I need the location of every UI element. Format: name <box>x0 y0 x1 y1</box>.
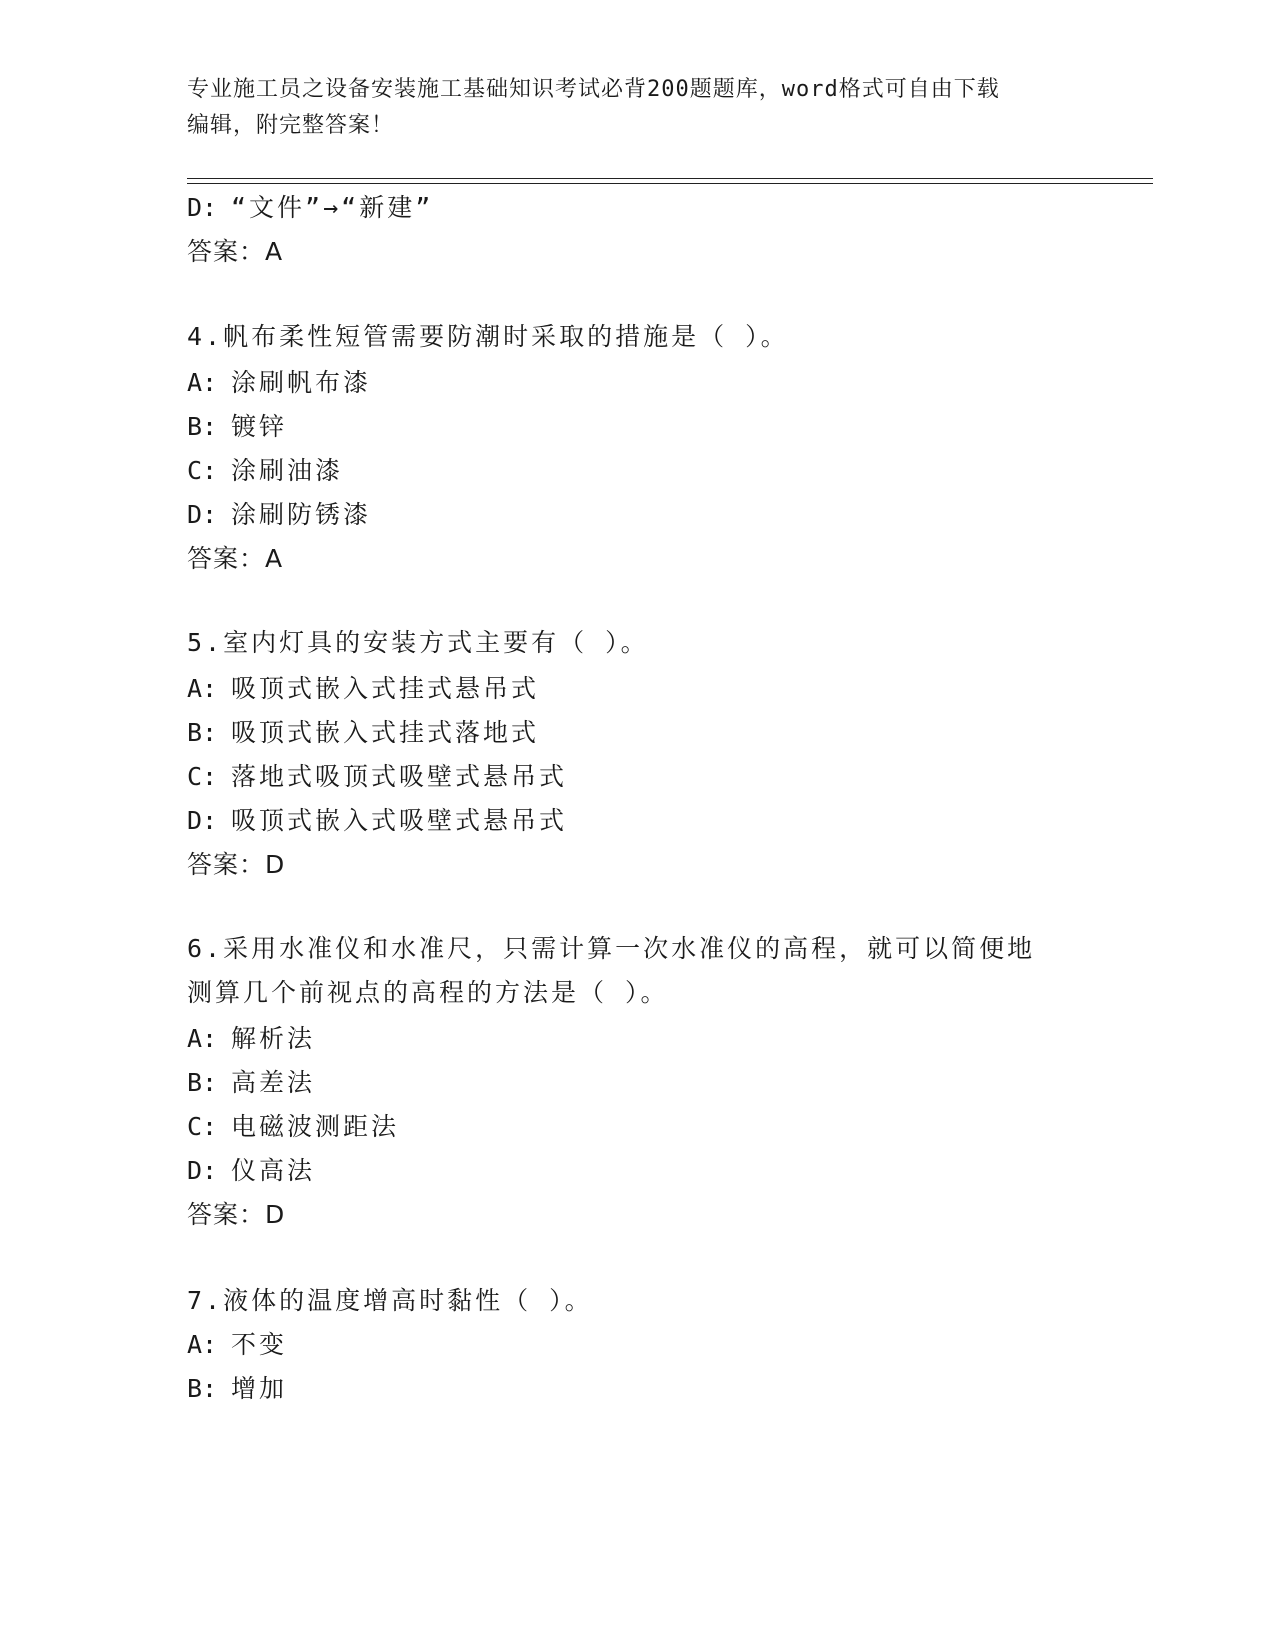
option-text: 涂刷油漆 <box>231 456 344 485</box>
option-key: C: <box>187 762 218 791</box>
option-key: D: <box>187 1156 218 1185</box>
option-key: B: <box>187 1068 218 1097</box>
option-key: B: <box>187 718 218 747</box>
option-key: A: <box>187 1330 218 1359</box>
option-key: B: <box>187 1374 218 1403</box>
question-7-option-a <box>187 1328 287 1362</box>
question-4-option-c <box>187 454 343 488</box>
question-6-option-c <box>187 1110 399 1144</box>
option-text: 增加 <box>231 1374 288 1403</box>
question-6-answer: 答案：D <box>187 1200 286 1229</box>
option-text: 吸顶式嵌入式挂式落地式 <box>231 718 540 747</box>
header-divider-bottom <box>187 183 1153 184</box>
question-6-stem-line-1: 6.采用水准仪和水准尺，只需计算一次水准仪的高程，就可以简便地 <box>187 934 1036 963</box>
prev-option-d <box>187 191 433 225</box>
option-key: D: <box>187 193 218 222</box>
question-6-stem-line-2: 测算几个前视点的高程的方法是（ ）。 <box>187 978 669 1007</box>
option-text: 电磁波测距法 <box>231 1112 400 1141</box>
question-5-answer: 答案：D <box>187 850 286 879</box>
question-4-answer: 答案：A <box>187 544 284 573</box>
option-text: 高差法 <box>231 1068 316 1097</box>
option-key: A: <box>187 674 218 703</box>
header-divider-top <box>187 178 1153 179</box>
question-5-option-d <box>187 804 567 838</box>
option-text: 落地式吸顶式吸壁式悬吊式 <box>231 762 568 791</box>
question-4-option-a <box>187 366 371 400</box>
option-key: C: <box>187 456 218 485</box>
question-4-stem: 4.帆布柔性短管需要防潮时采取的措施是（ ）。 <box>187 322 789 351</box>
option-text: 吸顶式嵌入式挂式悬吊式 <box>231 674 540 703</box>
question-5-stem: 5.室内灯具的安装方式主要有（ ）。 <box>187 628 649 657</box>
option-key: D: <box>187 500 218 529</box>
option-key: B: <box>187 412 218 441</box>
option-key: A: <box>187 1024 218 1053</box>
option-key: A: <box>187 368 218 397</box>
option-key: D: <box>187 806 218 835</box>
question-6-option-d <box>187 1154 315 1188</box>
option-text: 不变 <box>231 1330 288 1359</box>
question-6-option-b <box>187 1066 315 1100</box>
question-7-stem: 7.液体的温度增高时黏性（ ）。 <box>187 1286 593 1315</box>
question-6-option-a <box>187 1022 315 1056</box>
option-text: “文件”→“新建” <box>231 193 434 222</box>
option-text: 吸顶式嵌入式吸壁式悬吊式 <box>231 806 568 835</box>
document-header <box>187 72 1087 144</box>
header-line-1: 专业施工员之设备安装施工基础知识考试必背200题题库，word格式可自由下载 <box>187 77 1000 102</box>
question-7-option-b <box>187 1372 287 1406</box>
option-text: 涂刷帆布漆 <box>231 368 372 397</box>
option-text: 涂刷防锈漆 <box>231 500 372 529</box>
question-4-option-d <box>187 498 371 532</box>
question-5-option-c <box>187 760 567 794</box>
option-key: C: <box>187 1112 218 1141</box>
question-5-option-b <box>187 716 539 750</box>
prev-answer: 答案：A <box>187 237 284 266</box>
header-line-2: 编辑，附完整答案！ <box>187 113 395 138</box>
option-text: 解析法 <box>231 1024 316 1053</box>
question-5-option-a <box>187 672 539 706</box>
option-text: 仪高法 <box>231 1156 316 1185</box>
option-text: 镀锌 <box>231 412 288 441</box>
question-4-option-b <box>187 410 287 444</box>
